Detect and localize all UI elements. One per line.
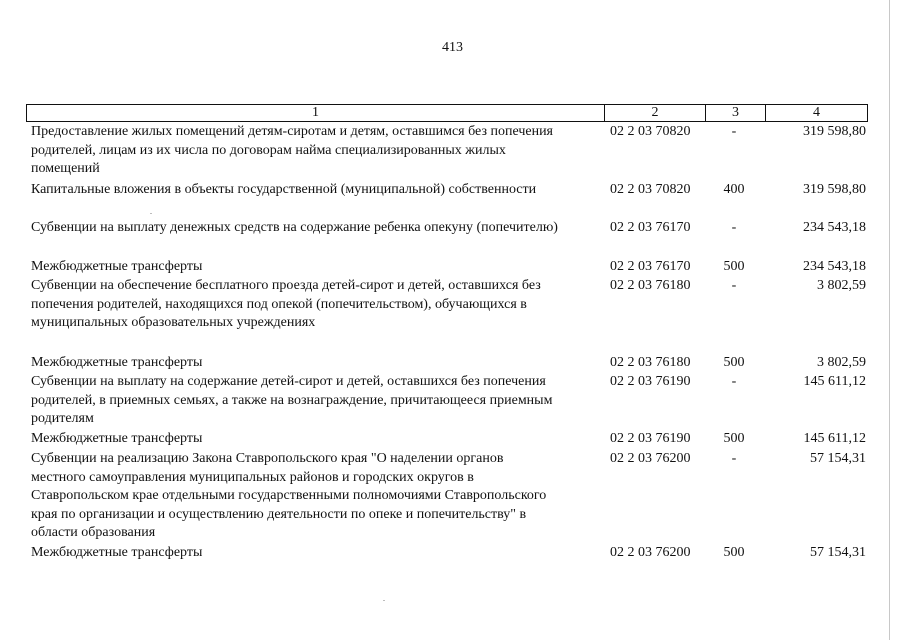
row-code: 02 2 03 70820 [610,182,691,197]
header-col-3: 3 [706,105,766,121]
header-col-2: 2 [605,105,706,121]
scan-speck [383,600,385,601]
row-code: 02 2 03 76180 [610,355,691,370]
header-col-1: 1 [27,105,605,121]
page-number: 413 [442,40,463,55]
scan-edge-line [889,0,890,640]
row-code: 02 2 03 76190 [610,431,691,446]
row-name: Капитальные вложения в объекты государственной (муниципальной) собственности [31,182,537,197]
row-name: Субвенции на реализацию Закона Ставропольского края "О наделении органов местного самоуправления муниципальных районов и городских округов в Ставропольском крае отдельными государственными полномочиями Ставропольского края по организации и осуществлению деятельности по опеке и попечительству" в области образования [31,451,547,540]
row-name: Межбюджетные трансферты [31,355,203,370]
row-type: - [731,220,737,235]
row-code: 02 2 03 70820 [610,124,691,139]
row-type: 500 [723,259,745,274]
row-name: Субвенции на выплату денежных средств на содержание ребенка опекуну (попечителю) [31,220,558,235]
row-type: - [731,124,737,139]
row-amount: 319 598,80 [803,182,866,197]
row-code: 02 2 03 76170 [610,259,691,274]
row-code: 02 2 03 76200 [610,545,691,560]
row-type: 500 [723,355,745,370]
row-type: 500 [723,431,745,446]
row-type: 400 [723,182,745,197]
row-code: 02 2 03 76180 [610,278,691,293]
row-amount: 145 611,12 [803,374,866,389]
row-type: - [731,374,737,389]
scan-speck [150,213,152,214]
row-amount: 57 154,31 [810,545,866,560]
row-amount: 145 611,12 [803,431,866,446]
row-amount: 3 802,59 [817,278,866,293]
row-name: Межбюджетные трансферты [31,259,203,274]
row-amount: 57 154,31 [810,451,866,466]
header-col-4: 4 [813,105,820,120]
row-type: - [731,451,737,466]
row-name: Межбюджетные трансферты [31,431,203,446]
row-name: Субвенции на обеспечение бесплатного проезда детей-сирот и детей, оставшихся без попечения родителей, находящихся под опекой (попечительством), обучающихся в муниципальных образовательных учреждениях [31,278,541,330]
row-name: Предоставление жилых помещений детям-сиротам и детям, оставшимся без попечения родителей, лицам из их числа по договорам найма специализированных жилых помещений [31,124,553,176]
row-code: 02 2 03 76190 [610,374,691,389]
row-code: 02 2 03 76170 [610,220,691,235]
row-code: 02 2 03 76200 [610,451,691,466]
row-name: Субвенции на выплату на содержание детей-сирот и детей, оставшихся без попечения родителей, в приемных семьях, а также на вознаграждение, причитающееся приемным родителям [31,374,553,426]
row-amount: 234 543,18 [803,220,866,235]
row-amount: 3 802,59 [817,355,866,370]
row-amount: 319 598,80 [803,124,866,139]
row-type: 500 [723,545,745,560]
table-header [26,104,868,122]
row-type: - [731,278,737,293]
row-name: Межбюджетные трансферты [31,545,203,560]
row-amount: 234 543,18 [803,259,866,274]
